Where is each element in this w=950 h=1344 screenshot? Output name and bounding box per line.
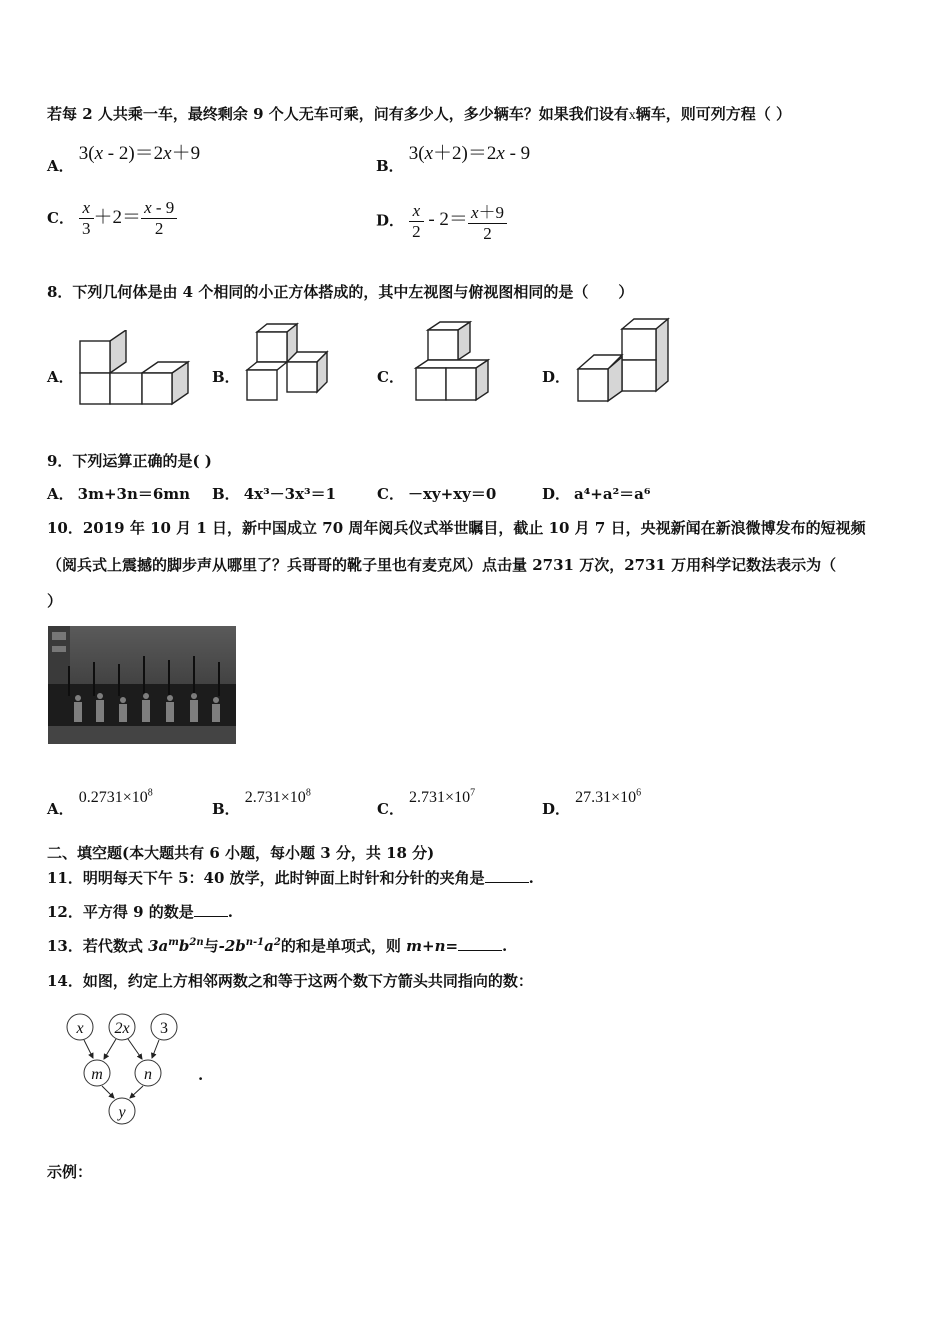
node-x-label: x xyxy=(76,1020,84,1037)
node-m-label: m xyxy=(91,1066,103,1083)
q8-label-a: A． xyxy=(47,368,74,386)
q7-d-expr: $\frac{x}{2}$ - 2＝ $\frac{x+9}{2}$ xyxy=(409,209,507,230)
q10-option-a[interactable]: A． $0.2731\times 10^8$ xyxy=(47,787,153,818)
q7-c-expr: $\frac{x}{3}$ ＋2＝ $\frac{x - 9}{2}$ xyxy=(79,207,177,228)
q9-option-a[interactable]: A． 3m+3n＝6mn xyxy=(47,485,191,503)
q8-label-c: C． xyxy=(377,368,404,386)
q10-stem-line3: ） xyxy=(47,592,63,610)
q8-figure-c xyxy=(412,320,496,404)
q7-b-expr: 3(x＋2)＝2x - 9 xyxy=(408,143,531,164)
q8-stem: 8．下列几何体是由 4 个相同的小正方体搭成的，其中左视图与俯视图相同的是（ ） xyxy=(47,283,634,301)
q7-a-expr: 3(x - 2)＝2x＋9 xyxy=(78,143,201,164)
q7-option-a[interactable]: A． 3(x - 2)＝2x＋9 xyxy=(47,143,201,175)
q13: 13．若代数式 $3a^mb^{2n}$与$-2b^{n-1}a^2$的和是单项式，则 m+n= . xyxy=(47,937,508,955)
q10-stem-line2: （阅兵式上震撼的脚步声从哪里了？兵哥哥的靴子里也有麦克风）点击量 2731 万次，2731 万用科学记数法表示为（ xyxy=(47,556,837,574)
node-2x-label: 2x xyxy=(114,1020,130,1037)
q13-expr2: $-2b^{n-1}a^2$ xyxy=(218,937,281,955)
q10-option-b[interactable]: B． $2.731\times 10^8$ xyxy=(212,787,311,818)
section2-heading: 二、填空题(本大题共有 6 小题，每小题 3 分，共 18 分) xyxy=(47,844,435,862)
q7-option-d[interactable]: D． $\frac{x}{2}$ - 2＝ $\frac{x+9}{2}$ xyxy=(376,198,507,244)
q14-stem: 14．如图，约定上方相邻两数之和等于这两个数下方箭头共同指向的数： xyxy=(47,972,533,990)
example-label: 示例： xyxy=(47,1163,93,1181)
q11: 11．明明每天下午 5：40 放学，此时钟面上时针和分针的夹角是 . xyxy=(47,869,534,887)
q9-stem: 9．下列运算正确的是( ) xyxy=(47,452,212,470)
q13-expr1: $3a^mb^{2n}$ xyxy=(148,937,204,955)
q12-blank[interactable] xyxy=(194,916,228,917)
node-y-label: y xyxy=(118,1104,126,1121)
q13-blank[interactable] xyxy=(458,950,502,951)
q14-diagram xyxy=(60,1010,220,1128)
q8-figure-b xyxy=(243,322,333,404)
q9-option-c[interactable]: C． －xy+xy＝0 xyxy=(377,485,497,503)
node-n-label: n xyxy=(144,1066,152,1083)
q8-figure-a xyxy=(76,330,196,410)
q7-stem: 若每 2 人共乘一车，最终剩余 9 个人无车可乘，问有多少人，多少辆车？如果我们设有x辆车，则可列方程（ ） xyxy=(47,105,792,123)
q11-blank[interactable] xyxy=(485,882,529,883)
q9-option-b[interactable]: B． 4x³－3x³＝1 xyxy=(212,485,337,503)
q8-label-b: B． xyxy=(212,368,240,386)
q7-option-b[interactable]: B． 3(x＋2)＝2x - 9 xyxy=(376,143,531,175)
q10-option-d[interactable]: D． $27.31\times 10^6$ xyxy=(542,787,642,818)
q10-stem-line1: 10．2019 年 10 月 1 日，新中国成立 70 周年阅兵仪式举世瞩目，截止 10 月 7 日，央视新闻在新浪微博发布的短视频 xyxy=(47,519,866,537)
q10-option-c[interactable]: C． $2.731\times 10^7$ xyxy=(377,787,476,818)
node-3-label: 3 xyxy=(160,1020,168,1037)
q13-target: m xyxy=(406,937,422,955)
q9-option-d[interactable]: D． a⁴+a²＝a⁶ xyxy=(542,485,651,503)
parade-photo xyxy=(48,626,236,744)
q8-label-d: D． xyxy=(542,368,571,386)
q7-option-c[interactable]: C． $\frac{x}{3}$ ＋2＝ $\frac{x - 9}{2}$ xyxy=(47,198,177,239)
q8-figure-d xyxy=(574,317,674,403)
q14-period: . xyxy=(198,1066,204,1084)
q12: 12．平方得 9 的数是 . xyxy=(47,903,233,921)
